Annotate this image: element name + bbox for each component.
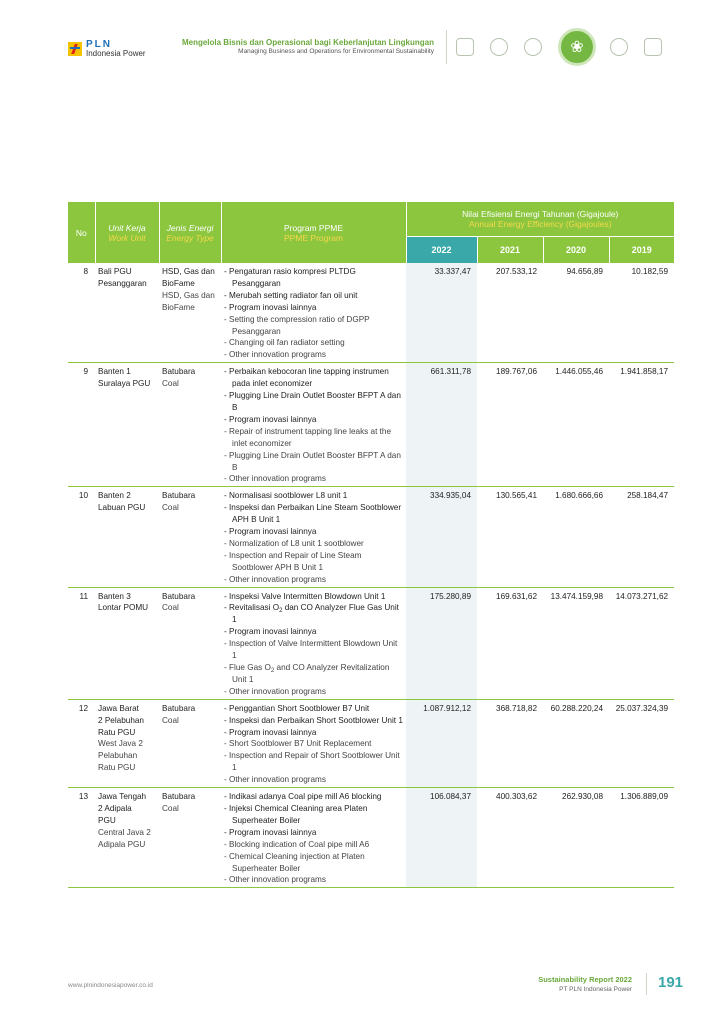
program-en-item: - Short Sootblower B7 Unit Replacement xyxy=(224,738,403,750)
unit-id-line: PGU xyxy=(98,815,116,825)
chapter-title xyxy=(182,38,434,55)
page-number: 191 xyxy=(658,974,684,991)
logo-pln-text: PLN xyxy=(86,39,112,50)
energy-en-line: Coal xyxy=(162,379,179,389)
value-2019: 25.037.324,39 xyxy=(609,699,674,787)
row-no: 10 xyxy=(68,487,95,587)
program-en-item: - Other innovation programs xyxy=(224,473,403,485)
energy-efficiency-table xyxy=(68,202,674,888)
table-row xyxy=(68,263,674,363)
unit-id-line: Jawa Barat xyxy=(98,703,139,713)
row-programs xyxy=(221,263,406,363)
gear-hand-icon[interactable] xyxy=(490,38,508,56)
row-energy xyxy=(159,788,221,888)
row-no: 11 xyxy=(68,587,95,699)
row-programs xyxy=(221,699,406,787)
value-2019: 1.306.889,09 xyxy=(609,788,674,888)
footer-report: Sustainability Report 2022 xyxy=(538,975,632,984)
row-energy xyxy=(159,699,221,787)
unit-id-line: Labuan PGU xyxy=(98,503,146,513)
value-2019: 258.184,47 xyxy=(609,487,674,587)
value-2020: 1.446.055,46 xyxy=(543,363,609,487)
header-year-2022: 2022 xyxy=(406,236,477,263)
unit-id-line: 2 Pelabuhan xyxy=(98,715,144,725)
program-id-item: - Indikasi adanya Coal pipe mill A6 blocking xyxy=(224,791,403,803)
row-energy xyxy=(159,263,221,363)
value-2022: 33.337,47 xyxy=(406,263,477,363)
table-row xyxy=(68,788,674,888)
program-en-item: - Inspection of Valve Intermittent Blowdown Unit 1 xyxy=(224,638,403,662)
energy-en-line: BioFame xyxy=(162,302,195,312)
program-en-item: - Other innovation programs xyxy=(224,349,403,361)
value-2021: 368.718,82 xyxy=(477,699,543,787)
energy-id-line: Batubara xyxy=(162,703,196,713)
value-2022: 175.280,89 xyxy=(406,587,477,699)
row-programs xyxy=(221,487,406,587)
chapter-nav xyxy=(456,28,678,66)
value-2021: 130.565,41 xyxy=(477,487,543,587)
footer-url[interactable]: www.plnindonesiapower.co.id xyxy=(68,982,153,989)
table-row xyxy=(68,587,674,699)
row-unit xyxy=(95,587,159,699)
company-logo xyxy=(68,39,146,59)
value-2022: 1.087.912,12 xyxy=(406,699,477,787)
unit-id-line: Banten 2 xyxy=(98,491,131,501)
unit-en-line: Central Java 2 xyxy=(98,827,151,837)
program-id-item: - Penggantian Short Sootblower B7 Unit xyxy=(224,703,403,715)
program-en-item: - Changing oil fan radiator setting xyxy=(224,337,403,349)
table-row xyxy=(68,487,674,587)
value-2020: 94.656,89 xyxy=(543,263,609,363)
value-2021: 207.533,12 xyxy=(477,263,543,363)
row-no: 9 xyxy=(68,363,95,487)
chapter-title-en: Managing Business and Operations for Environmental Sustainability xyxy=(238,48,434,55)
header-no: No xyxy=(68,202,95,263)
logo-sub-text: Indonesia Power xyxy=(86,49,146,58)
row-unit xyxy=(95,363,159,487)
program-id-item: - Merubah setting radiator fan oil unit xyxy=(224,290,403,302)
pln-logo-icon xyxy=(68,42,82,56)
value-2021: 169.631,62 xyxy=(477,587,543,699)
unit-en-line: Ratu PGU xyxy=(98,763,136,773)
unit-id-line: Banten 1 xyxy=(98,367,131,377)
value-2021: 400.303,62 xyxy=(477,788,543,888)
row-energy xyxy=(159,487,221,587)
program-en-item: - Other innovation programs xyxy=(224,574,403,586)
unit-id-line: Lontar POMU xyxy=(98,603,149,613)
program-en-item: - Blocking indication of Coal pipe mill A6 xyxy=(224,839,403,851)
energy-id-line: HSD, Gas dan xyxy=(162,267,215,276)
program-id-item: - Plugging Line Drain Outlet Booster BFPT A dan B xyxy=(224,390,403,414)
unit-id-line: Pesanggaran xyxy=(98,278,147,288)
row-energy xyxy=(159,587,221,699)
value-2020: 262.930,08 xyxy=(543,788,609,888)
program-en-item: - Chemical Cleaning injection at Platen Superheater Boiler xyxy=(224,851,403,875)
value-2021: 189.767,06 xyxy=(477,363,543,487)
program-id-item: - Perbaikan kebocoran line tapping instrumen pada inlet economizer xyxy=(224,366,403,390)
value-2022: 334.935,04 xyxy=(406,487,477,587)
header-year-2020: 2020 xyxy=(543,236,609,263)
row-no: 12 xyxy=(68,699,95,787)
header-program: Program PPME PPME Program xyxy=(221,202,406,263)
row-no: 13 xyxy=(68,788,95,888)
program-id-item: - Program inovasi lainnya xyxy=(224,827,403,839)
document-icon[interactable] xyxy=(456,38,474,56)
table-row xyxy=(68,699,674,787)
header-unit: Unit Kerja Work Unit xyxy=(95,202,159,263)
plant-hand-icon[interactable] xyxy=(558,28,596,66)
unit-en-line: Pelabuhan xyxy=(98,751,138,761)
energy-en-line: Coal xyxy=(162,715,179,725)
value-2019: 1.941.858,17 xyxy=(609,363,674,487)
energy-en-line: Coal xyxy=(162,603,179,613)
value-2020: 60.288.220,24 xyxy=(543,699,609,787)
energy-id-line: Batubara xyxy=(162,591,196,601)
energy-id-line: Batubara xyxy=(162,792,196,802)
energy-id-line: Batubara xyxy=(162,491,196,501)
unit-id-line: Bali PGU xyxy=(98,267,132,276)
program-id-item: - Program inovasi lainnya xyxy=(224,414,403,426)
program-en-item: - Repair of instrument tapping line leaks at the inlet economizer xyxy=(224,426,403,450)
program-en-item: - Setting the compression ratio of DGPP Pesanggaran xyxy=(224,314,403,338)
value-2020: 13.474.159,98 xyxy=(543,587,609,699)
footer-divider xyxy=(646,973,647,995)
value-2020: 1.680.666,66 xyxy=(543,487,609,587)
energy-id-line: Batubara xyxy=(162,367,196,377)
growth-icon[interactable] xyxy=(610,38,628,56)
row-unit xyxy=(95,788,159,888)
program-id-item: - Inspeksi dan Perbaikan Short Sootblower Unit 1 xyxy=(224,715,403,727)
unit-id-line: Suralaya PGU xyxy=(98,379,151,389)
value-2022: 661.311,78 xyxy=(406,363,477,487)
table-row xyxy=(68,363,674,487)
row-unit xyxy=(95,699,159,787)
hand-plant-icon[interactable] xyxy=(644,38,662,56)
program-en-item: - Inspection and Repair of Line Steam Sootblower APH B Unit 1 xyxy=(224,550,403,574)
program-id-item: - Inspeksi dan Perbaikan Line Steam Sootblower APH B Unit 1 xyxy=(224,502,403,526)
unit-id-line: Banten 3 xyxy=(98,591,131,601)
program-id-item: - Injeksi Chemical Cleaning area Platen Superheater Boiler xyxy=(224,803,403,827)
energy-id-line: BioFame xyxy=(162,278,195,288)
header-energy: Jenis Energi Energy Type xyxy=(159,202,221,263)
chapter-title-id: Mengelola Bisnis dan Operasional bagi Keberlanjutan Lingkungan xyxy=(181,38,434,47)
program-id-item: - Program inovasi lainnya xyxy=(224,727,403,739)
program-en-item: - Flue Gas $O_2$ and CO Analyzer Revitalization Unit 1 xyxy=(224,662,403,686)
row-unit xyxy=(95,487,159,587)
energy-en-line: HSD, Gas dan xyxy=(162,290,215,300)
value-2019: 10.182,59 xyxy=(609,263,674,363)
program-en-item: - Inspection and Repair of Short Sootblower Unit 1 xyxy=(224,750,403,774)
row-unit xyxy=(95,263,159,363)
row-no: 8 xyxy=(68,263,95,363)
program-en-item: - Other innovation programs xyxy=(224,874,403,886)
footer-title xyxy=(538,975,632,993)
header-efficiency: Nilai Efisiensi Energi Tahunan (Gigajoule) Annual Energy Efficiency (Gigajoules) xyxy=(406,202,674,236)
program-en-item: - Other innovation programs xyxy=(224,686,403,698)
footer-company: PT PLN Indonesia Power xyxy=(559,986,632,993)
unit-id-line: 2 Adipala xyxy=(98,803,132,813)
program-id-item: - Normalisasi sootblower L8 unit 1 xyxy=(224,490,403,502)
row-energy xyxy=(159,363,221,487)
unit-en-line: West Java 2 xyxy=(98,739,143,749)
program-id-item: - Revitalisasi $O_2$ dan CO Analyzer Flue Gas Unit 1 xyxy=(224,602,403,626)
row-programs xyxy=(221,363,406,487)
program-id-item: - Program inovasi lainnya xyxy=(224,302,403,314)
header-divider xyxy=(446,30,447,64)
program-id-item: - Program inovasi lainnya xyxy=(224,526,403,538)
people-icon[interactable] xyxy=(524,38,542,56)
program-id-item: - Pengaturan rasio kompresi PLTDG Pesanggaran xyxy=(224,266,403,290)
energy-en-line: Coal xyxy=(162,503,179,513)
value-2022: 106.084,37 xyxy=(406,788,477,888)
program-en-item: - Other innovation programs xyxy=(224,774,403,786)
energy-en-line: Coal xyxy=(162,803,179,813)
header-year-2019: 2019 xyxy=(609,236,674,263)
program-en-item: - Normalization of L8 unit 1 sootblower xyxy=(224,538,403,550)
program-en-item: - Plugging Line Drain Outlet Booster BFPT A dan B xyxy=(224,450,403,474)
unit-id-line: Ratu PGU xyxy=(98,727,136,737)
row-programs xyxy=(221,587,406,699)
header-year-2021: 2021 xyxy=(477,236,543,263)
program-id-item: - Program inovasi lainnya xyxy=(224,626,403,638)
program-id-item: - Inspeksi Valve Intermitten Blowdown Unit 1 xyxy=(224,591,403,603)
unit-id-line: Jawa Tengah xyxy=(98,792,147,802)
unit-en-line: Adipala PGU xyxy=(98,839,146,849)
row-programs xyxy=(221,788,406,888)
value-2019: 14.073.271,62 xyxy=(609,587,674,699)
